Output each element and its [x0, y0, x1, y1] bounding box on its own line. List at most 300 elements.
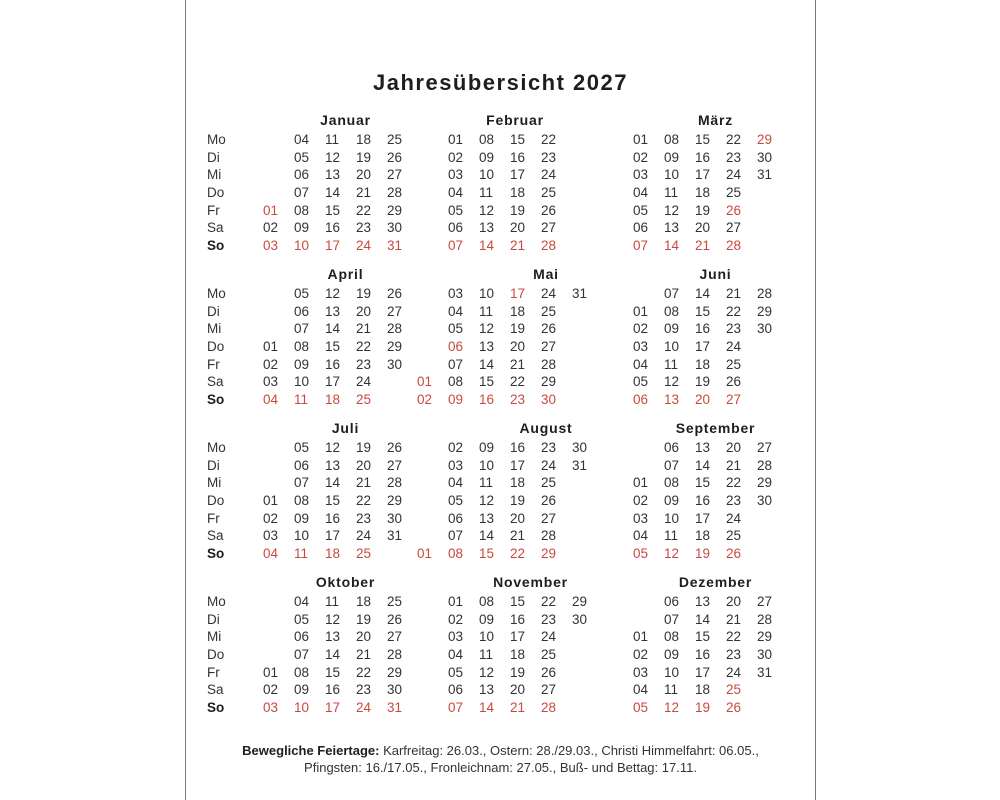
calendar-day: 14	[479, 528, 495, 544]
calendar-day: 11	[479, 184, 494, 200]
calendar-day: 09	[479, 149, 495, 165]
calendar-day: 26	[541, 202, 557, 218]
calendar-day: 23	[726, 149, 742, 165]
calendar-day: 28	[387, 184, 403, 200]
calendar-day: 03	[263, 237, 279, 253]
calendar-day: 25	[541, 646, 557, 662]
calendar-day: 09	[479, 440, 495, 455]
calendar-day: 28	[541, 356, 557, 372]
calendar-day: 02	[263, 220, 279, 236]
weekday-label: Di	[207, 303, 220, 319]
calendar-day: 02	[448, 440, 464, 455]
calendar-day: 26	[726, 699, 742, 715]
calendar-day: 25	[356, 545, 372, 561]
calendar-day: 27	[387, 629, 403, 645]
calendar-day: 04	[633, 682, 649, 698]
calendar-day: 13	[325, 457, 341, 473]
calendar-day: 13	[479, 682, 495, 698]
calendar-day: 21	[510, 356, 526, 372]
weekday-label: So	[207, 391, 225, 407]
calendar-day: 12	[325, 286, 341, 301]
calendar-day: 18	[695, 356, 711, 372]
calendar-day: 28	[757, 611, 773, 627]
calendar-day: 03	[633, 664, 649, 680]
calendar-day: 07	[448, 528, 464, 544]
calendar-day: 03	[263, 528, 279, 544]
calendar-day: 14	[325, 184, 341, 200]
calendar-day: 31	[387, 237, 403, 253]
calendar-day: 27	[541, 220, 557, 236]
calendar-day: 12	[479, 492, 495, 508]
calendar-day: 20	[356, 303, 372, 319]
calendar-day: 10	[664, 338, 680, 354]
calendar-day: 24	[541, 457, 557, 473]
calendar-day: 10	[664, 510, 680, 526]
calendar-day: 27	[541, 682, 557, 698]
calendar-day: 12	[325, 149, 341, 165]
month-name: Juli	[331, 420, 360, 436]
calendar-day: 08	[448, 374, 464, 390]
calendar-day: 02	[417, 391, 433, 407]
calendar-day: 18	[510, 475, 526, 491]
calendar-day: 11	[479, 303, 494, 319]
calendar-day: 23	[510, 391, 526, 407]
calendar-day: 24	[356, 528, 372, 544]
calendar-day: 30	[757, 492, 773, 508]
month-name: Juni	[699, 266, 732, 282]
calendar-day: 25	[541, 475, 557, 491]
calendar-day: 06	[294, 303, 310, 319]
month-name: Februar	[486, 112, 544, 128]
calendar-day: 30	[757, 149, 773, 165]
weekday-label: Sa	[207, 220, 224, 236]
calendar-day: 05	[448, 664, 464, 680]
calendar-day: 13	[695, 440, 711, 455]
weekday-label: Fr	[207, 510, 220, 526]
calendar-day: 01	[417, 545, 433, 561]
calendar-day: 03	[263, 699, 279, 715]
calendar-day: 19	[356, 286, 372, 301]
calendar-day: 03	[448, 457, 464, 473]
calendar-day: 15	[695, 475, 711, 491]
calendar-day: 08	[294, 664, 310, 680]
calendar-day: 31	[387, 528, 403, 544]
calendar-day: 15	[325, 202, 341, 218]
calendar-day: 19	[510, 321, 526, 337]
calendar-day: 08	[479, 594, 495, 609]
calendar-day: 30	[757, 321, 773, 337]
calendar-day: 30	[387, 510, 403, 526]
month-name: Januar	[320, 112, 371, 128]
calendar-day: 04	[294, 132, 310, 147]
calendar-day: 21	[510, 237, 526, 253]
calendar-day: 14	[325, 475, 341, 491]
calendar-day: 06	[294, 629, 310, 645]
calendar-day: 14	[479, 237, 495, 253]
calendar-day: 29	[572, 594, 588, 609]
weekday-label: Mi	[207, 629, 222, 645]
calendar-day: 16	[325, 510, 341, 526]
calendar-day: 24	[726, 167, 742, 183]
calendar-day: 26	[387, 440, 403, 455]
calendar-day: 11	[325, 594, 340, 609]
calendar-day: 06	[448, 220, 464, 236]
calendar-day: 17	[325, 528, 341, 544]
calendar-day: 14	[695, 611, 711, 627]
calendar-day: 11	[664, 184, 679, 200]
calendar-day: 12	[325, 611, 341, 627]
calendar-day: 27	[726, 391, 742, 407]
calendar-day: 23	[541, 149, 557, 165]
calendar-day: 07	[664, 611, 680, 627]
calendar-day: 29	[541, 374, 557, 390]
calendar-day: 23	[726, 321, 742, 337]
calendar-day: 19	[510, 492, 526, 508]
calendar-day: 17	[510, 286, 526, 301]
calendar-day: 26	[726, 202, 742, 218]
calendar-day: 19	[356, 440, 372, 455]
calendar-day: 09	[448, 391, 464, 407]
calendar-day: 11	[664, 356, 679, 372]
weekday-label: Di	[207, 149, 220, 165]
calendar-day: 13	[325, 629, 341, 645]
month-name: April	[327, 266, 364, 282]
calendar-day: 29	[387, 202, 403, 218]
calendar-day: 13	[695, 594, 711, 609]
calendar-day: 05	[633, 202, 649, 218]
calendar-day: 02	[633, 492, 649, 508]
calendar-day: 22	[541, 132, 557, 147]
calendar-day: 10	[294, 528, 310, 544]
calendar-day: 18	[356, 132, 372, 147]
calendar-day: 06	[664, 440, 680, 455]
weekday-label: Sa	[207, 682, 224, 698]
calendar-day: 13	[325, 167, 341, 183]
calendar-day: 17	[325, 237, 341, 253]
calendar-day: 09	[664, 646, 680, 662]
calendar-day: 24	[541, 629, 557, 645]
calendar-day: 23	[356, 682, 372, 698]
calendar-day: 31	[387, 699, 403, 715]
calendar-day: 27	[387, 303, 403, 319]
calendar-day: 20	[356, 167, 372, 183]
calendar-day: 09	[294, 510, 310, 526]
calendar-day: 29	[757, 303, 773, 319]
calendar-day: 16	[325, 356, 341, 372]
calendar-day: 07	[294, 184, 310, 200]
calendar-day: 12	[664, 202, 680, 218]
calendar-day: 17	[695, 338, 711, 354]
calendar-day: 31	[572, 286, 588, 301]
calendar-day: 25	[726, 184, 742, 200]
calendar-day: 10	[294, 237, 310, 253]
calendar-day: 17	[510, 457, 526, 473]
calendar-day: 18	[695, 528, 711, 544]
calendar-day: 01	[263, 664, 279, 680]
calendar-day: 16	[510, 611, 526, 627]
calendar-day: 14	[664, 237, 680, 253]
calendar-day: 28	[387, 321, 403, 337]
calendar-day: 07	[448, 699, 464, 715]
calendar-day: 16	[695, 492, 711, 508]
calendar-day: 19	[695, 545, 711, 561]
calendar-day: 08	[294, 492, 310, 508]
calendar-day: 20	[695, 391, 711, 407]
calendar-day: 21	[726, 457, 742, 473]
calendar-day: 08	[294, 202, 310, 218]
calendar-day: 12	[479, 321, 495, 337]
page-title: Jahresübersicht 2027	[372, 70, 629, 95]
calendar-day: 28	[541, 699, 557, 715]
calendar-day: 01	[448, 594, 464, 609]
calendar-day: 21	[726, 611, 742, 627]
month-name: März	[697, 112, 734, 128]
calendar-day: 10	[479, 286, 495, 301]
calendar-day: 20	[356, 629, 372, 645]
calendar-day: 16	[479, 391, 495, 407]
month-name: September	[675, 420, 756, 436]
movable-holidays-note	[196, 742, 805, 776]
calendar-day: 18	[695, 682, 711, 698]
calendar-day: 04	[633, 528, 649, 544]
calendar-day: 05	[448, 492, 464, 508]
weekday-label: Fr	[207, 202, 220, 218]
calendar-day: 22	[510, 374, 526, 390]
calendar-day: 07	[294, 646, 310, 662]
calendar-day: 13	[664, 391, 680, 407]
calendar-day: 06	[294, 457, 310, 473]
calendar-day: 30	[757, 646, 773, 662]
calendar-day: 01	[633, 303, 649, 319]
calendar-day: 08	[448, 545, 464, 561]
calendar-day: 28	[387, 475, 403, 491]
calendar-day: 09	[294, 356, 310, 372]
weekday-label: Mi	[207, 475, 222, 491]
calendar-day: 18	[510, 184, 526, 200]
calendar-day: 28	[757, 286, 773, 301]
calendar-day: 21	[356, 184, 372, 200]
calendar-day: 30	[387, 356, 403, 372]
calendar-day: 29	[387, 492, 403, 508]
calendar-day: 19	[695, 202, 711, 218]
calendar-day: 04	[448, 475, 464, 491]
weekday-label: Di	[207, 611, 220, 627]
calendar-day: 13	[479, 220, 495, 236]
calendar-day: 14	[479, 699, 495, 715]
calendar-day: 21	[695, 237, 711, 253]
calendar-day: 28	[757, 457, 773, 473]
calendar-day: 27	[541, 338, 557, 354]
calendar-day: 25	[541, 303, 557, 319]
calendar-day: 12	[479, 202, 495, 218]
calendar-day: 03	[448, 629, 464, 645]
calendar-day: 22	[726, 132, 742, 147]
weekday-label: Sa	[207, 374, 224, 390]
calendar-day: 15	[479, 374, 495, 390]
calendar-day: 02	[633, 646, 649, 662]
calendar-day: 16	[695, 646, 711, 662]
calendar-day: 21	[356, 646, 372, 662]
calendar-day: 03	[263, 374, 279, 390]
calendar-day: 14	[695, 457, 711, 473]
calendar-day: 19	[356, 611, 372, 627]
calendar-day: 20	[510, 510, 526, 526]
calendar-day: 04	[263, 545, 279, 561]
calendar-day: 18	[695, 184, 711, 200]
calendar-day: 12	[664, 699, 680, 715]
footer-line-1: Karfreitag: 26.03., Ostern: 28./29.03., Christi Himmelfahrt: 06.05.,	[383, 743, 759, 758]
calendar-day: 24	[541, 286, 557, 301]
calendar-day: 30	[572, 611, 588, 627]
calendar-day: 11	[294, 545, 309, 561]
calendar-day: 31	[572, 457, 588, 473]
calendar-day: 24	[356, 699, 372, 715]
calendar-day: 09	[664, 149, 680, 165]
calendar-day: 01	[633, 132, 649, 147]
calendar-day: 03	[448, 286, 464, 301]
calendar-day: 29	[387, 338, 403, 354]
calendar-day: 21	[726, 286, 742, 301]
calendar-day: 16	[695, 321, 711, 337]
calendar-day: 22	[541, 594, 557, 609]
calendar-day: 22	[726, 475, 742, 491]
footer-label: Bewegliche Feiertage:	[242, 743, 380, 758]
calendar-day: 26	[387, 149, 403, 165]
calendar-day: 27	[387, 167, 403, 183]
weekday-label: So	[207, 545, 225, 561]
calendar-day: 26	[726, 374, 742, 390]
calendar-day: 11	[479, 475, 494, 491]
calendar-day: 23	[726, 492, 742, 508]
calendar-day: 03	[633, 338, 649, 354]
calendar-day: 30	[572, 440, 588, 455]
month-name: November	[493, 574, 568, 590]
calendar-day: 04	[448, 184, 464, 200]
calendar-day: 22	[510, 545, 526, 561]
calendar-day: 18	[510, 303, 526, 319]
calendar-day: 02	[448, 611, 464, 627]
calendar-day: 08	[479, 132, 495, 147]
calendar-day: 12	[479, 664, 495, 680]
calendar-day: 03	[633, 167, 649, 183]
calendar-day: 27	[757, 594, 773, 609]
calendar-day: 19	[695, 699, 711, 715]
calendar-day: 05	[633, 545, 649, 561]
calendar-day: 11	[294, 391, 309, 407]
calendar-day: 10	[479, 457, 495, 473]
calendar-day: 16	[510, 149, 526, 165]
calendar-day: 25	[726, 682, 742, 698]
calendar-day: 22	[356, 202, 372, 218]
calendar-day: 29	[541, 545, 557, 561]
calendar-day: 18	[510, 646, 526, 662]
calendar-day: 04	[448, 303, 464, 319]
calendar-day: 24	[726, 338, 742, 354]
calendar-day: 25	[541, 184, 557, 200]
calendar-day: 06	[448, 682, 464, 698]
calendar-day: 24	[726, 510, 742, 526]
calendar-day: 24	[541, 167, 557, 183]
calendar-day: 08	[664, 629, 680, 645]
calendar-day: 05	[448, 321, 464, 337]
calendar-day: 29	[757, 132, 773, 147]
calendar-day: 05	[294, 286, 310, 301]
calendar-day: 05	[633, 374, 649, 390]
weekday-label: Mo	[207, 440, 226, 455]
calendar-day: 13	[664, 220, 680, 236]
calendar-day: 06	[448, 510, 464, 526]
calendar-day: 20	[510, 220, 526, 236]
calendar-day: 15	[325, 664, 341, 680]
calendar-day: 20	[726, 440, 742, 455]
calendar-day: 09	[479, 611, 495, 627]
calendar-day: 20	[510, 338, 526, 354]
weekday-label: Do	[207, 338, 225, 354]
calendar-day: 06	[448, 338, 464, 354]
weekday-label: Fr	[207, 356, 220, 372]
calendar-day: 01	[263, 492, 279, 508]
calendar-day: 02	[633, 321, 649, 337]
calendar-day: 27	[757, 440, 773, 455]
calendar-day: 10	[294, 374, 310, 390]
calendar-day: 08	[664, 303, 680, 319]
calendar-day: 15	[325, 338, 341, 354]
weekday-label: So	[207, 699, 225, 715]
weekday-label: So	[207, 237, 225, 253]
calendar-day: 14	[479, 356, 495, 372]
calendar-day: 19	[510, 664, 526, 680]
weekday-label: Do	[207, 492, 225, 508]
calendar-day: 15	[510, 594, 526, 609]
calendar-day: 17	[510, 167, 526, 183]
weekday-label: Do	[207, 184, 225, 200]
weekday-label: Fr	[207, 664, 220, 680]
calendar-day: 26	[541, 664, 557, 680]
calendar-day: 30	[387, 220, 403, 236]
calendar-day: 15	[695, 303, 711, 319]
calendar-day: 20	[510, 682, 526, 698]
calendar-day: 26	[726, 545, 742, 561]
calendar-day: 16	[695, 149, 711, 165]
calendar-day: 01	[263, 338, 279, 354]
calendar-day: 19	[356, 149, 372, 165]
calendar-day: 10	[479, 167, 495, 183]
weekday-label: Mi	[207, 321, 222, 337]
month-name: Dezember	[678, 574, 753, 590]
calendar-day: 07	[664, 457, 680, 473]
calendar-day: 22	[726, 303, 742, 319]
calendar-day: 15	[695, 629, 711, 645]
calendar-day: 17	[695, 510, 711, 526]
calendar-day: 08	[294, 338, 310, 354]
calendar-day: 19	[695, 374, 711, 390]
calendar-day: 13	[479, 510, 495, 526]
calendar-day: 30	[387, 682, 403, 698]
calendar-day: 25	[387, 594, 403, 609]
weekday-label: Mo	[207, 594, 226, 609]
calendar-day: 03	[448, 167, 464, 183]
calendar-day: 26	[541, 492, 557, 508]
calendar-day: 10	[294, 699, 310, 715]
calendar-day: 16	[325, 220, 341, 236]
calendar-day: 12	[325, 440, 341, 455]
calendar-day: 12	[664, 545, 680, 561]
calendar-day: 07	[664, 286, 680, 301]
weekday-label: Di	[207, 457, 220, 473]
calendar-day: 23	[541, 440, 557, 455]
weekday-label: Sa	[207, 528, 224, 544]
calendar-day: 05	[294, 149, 310, 165]
